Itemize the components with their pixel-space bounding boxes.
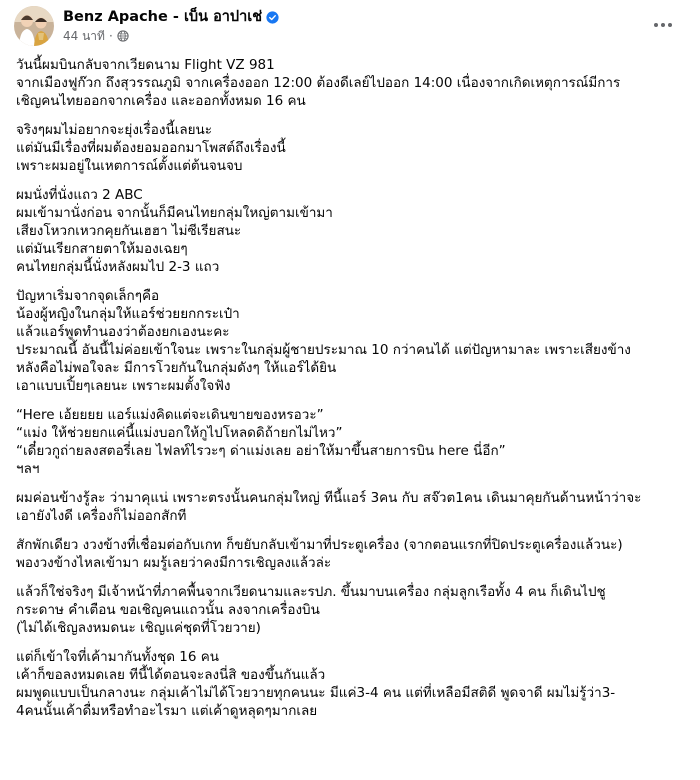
post-body: [16, 56, 686, 731]
post-text-line: แต่มันมีเรื่องที่ผมต้องยอมออกมาโพสต์ถึงเรื่องนี้: [16, 140, 286, 156]
more-options-icon[interactable]: [648, 10, 678, 40]
post-text-line: วันนี้ผมบินกลับจากเวียดนาม Flight VZ 981: [16, 57, 275, 73]
post-text-line: จริงๆผมไม่อยากจะยุ่งเรื่องนี้เลยนะ: [16, 122, 213, 138]
post-text-line: ประมาณนี้ อันนี้ไม่ค่อยเข้าใจนะ เพราะในกลุ่มผู้ชายประมาณ 10 กว่าคนได้ แต่ปัญหามาละ เพราะเสียงข้าง: [16, 342, 631, 358]
post-text-line: แล้วก็ใช่จริงๆ มีเจ้าหน้าที่ภาคพื้นจากเวียดนามและรปภ. ขึ้นมาบนเครื่อง กลุ่มลูกเรือทั้ง 4 คน ก็เดินไปชู: [16, 584, 606, 600]
post-paragraph: [16, 186, 686, 276]
post-text-line: “เดี๋ยวกูถ่ายลงสตอรี่เลย ไฟลท์ไรวะๆ ด่าแม่งเลย อย่าให้มาขึ้นสายการบิน here นี่อีก”: [16, 443, 506, 459]
post-text-line: เค้าก็ขอลงหมดเลย ทีนี้ได้ตอนจะลงนี่สิ ของขึ้นกันแล้ว: [16, 667, 326, 683]
post-paragraph: [16, 536, 686, 572]
meta-separator: ·: [108, 29, 113, 43]
post-text-line: หลังคือไม่พอใจละ มีการโวยกันในกลุ่มดังๆ ให้แอร์ได้ยิน: [16, 360, 337, 376]
post-text-line: 4คนนั้นเค้าดื่มหรือทำอะไรมา แต่เค้าดูหลุดๆมากเลย: [16, 703, 318, 719]
verified-badge-icon: [266, 11, 279, 24]
post-paragraph: [16, 287, 686, 395]
post-text-line: เชิญคนไทยออกจากเครื่อง และออกทั้งหมด 16 คน: [16, 93, 306, 109]
post-text-line: (ไม่ได้เชิญลงหมดนะ เชิญแค่ชุดที่โวยวาย): [16, 620, 261, 636]
post-text-line: เสียงโหวกเหวกคุยกันเฮฮา ไม่ซีเรียสนะ: [16, 223, 242, 239]
post-text-line: พองวงข้างไหลเข้ามา ผมรู้เลยว่าคงมีการเชิญลงแล้วล่ะ: [16, 555, 332, 571]
post-text-line: สักพักเดียว งวงข้างที่เชื่อมต่อกับเกท ก็ขยับกลับเข้ามาที่ประตูเครื่อง (จากตอนแรกที่ปิดประตูเครื่องแล้วนะ): [16, 537, 623, 553]
post-text-line: คนไทยกลุ่มนี้นั่งหลังผมไป 2-3 แถว: [16, 259, 220, 275]
post-paragraph: [16, 121, 686, 175]
post-paragraph: [16, 648, 686, 720]
author-name[interactable]: Benz Apache - เบ็น อาปาเช่: [63, 9, 263, 25]
post-text-line: “แม่ง ให้ช่วยยกแค่นี้แม่งบอกให้กูไปโหลดดิถ้ายกไม่ไหว”: [16, 425, 343, 441]
post-paragraph: [16, 583, 686, 637]
post-header: [14, 6, 279, 46]
post-text-line: เอายังไงดี เครื่องก็ไม่ออกสักที: [16, 508, 187, 524]
post-paragraph: [16, 406, 686, 478]
post-text-line: ผมค่อนข้างรู้ละ ว่ามาคุแน่ เพราะตรงนั้นคนกลุ่มใหญ่ ทีนี้แอร์ 3คน กับ สจ๊วต1คน เดินมาคุยกันด้านหน้าว่าจะ: [16, 490, 642, 506]
post-text-line: ผมเข้ามานั่งก่อน จากนั้นก็มีคนไทยกลุ่มใหญ่ตามเข้ามา: [16, 205, 333, 221]
post-text-line: ผมพูดแบบเป็นกลางนะ กลุ่มเค้าไม่ได้โวยวายทุกคนนะ มีแค่3-4 คน แต่ที่เหลือมีสติดี พูดจาดี ผมไม่รู้ว่า3-: [16, 685, 616, 701]
post-text-line: “Here เอ้ยยยย แอร์แม่งคิดแต่จะเดินขายของหรอวะ”: [16, 407, 324, 423]
post-text-line: เพราะผมอยู่ในเหตการณ์ตั้งแต่ต้นจนจบ: [16, 158, 243, 174]
post-timestamp[interactable]: 44 นาที: [63, 29, 105, 43]
post-text-line: จากเมืองฟูก๊วก ถึงสุวรรณภูมิ จากเครื่องออก 12:00 ต้องดีเลย์ไปออก 14:00 เนื่องจากเกิดเหตุการณ์มีการ: [16, 75, 621, 91]
globe-icon[interactable]: [117, 30, 129, 42]
post-text-line: แล้วแอร์พูดทำนองว่าต้องยกเองนะคะ: [16, 324, 230, 340]
post-paragraph: [16, 489, 686, 525]
post-text-line: ผมนั่งที่นั่งแถว 2 ABC: [16, 187, 143, 203]
post-meta: [63, 8, 279, 44]
post-paragraph: [16, 56, 686, 110]
post-text-line: น้องผู้หญิงในกลุ่มให้แอร์ช่วยยกกระเป๋า: [16, 306, 240, 322]
post-text-line: กระดาษ คำเตือน ขอเชิญคนแถวนั้น ลงจากเครื่องบิน: [16, 602, 320, 618]
post-text-line: เอาแบบเปิ้ยๆเลยนะ เพราะผมตั้งใจฟัง: [16, 378, 231, 394]
post-text-line: แต่ก็เข้าใจที่เค้ามากันทั้งชุด 16 คน: [16, 649, 220, 665]
post-text-line: แต่มันเรียกสายตาให้มองเฉยๆ: [16, 241, 188, 257]
post-text-line: ปัญหาเริ่มจากจุดเล็กๆคือ: [16, 288, 160, 304]
post-text-line: ฯลฯ: [16, 461, 40, 477]
author-avatar[interactable]: [14, 6, 54, 46]
